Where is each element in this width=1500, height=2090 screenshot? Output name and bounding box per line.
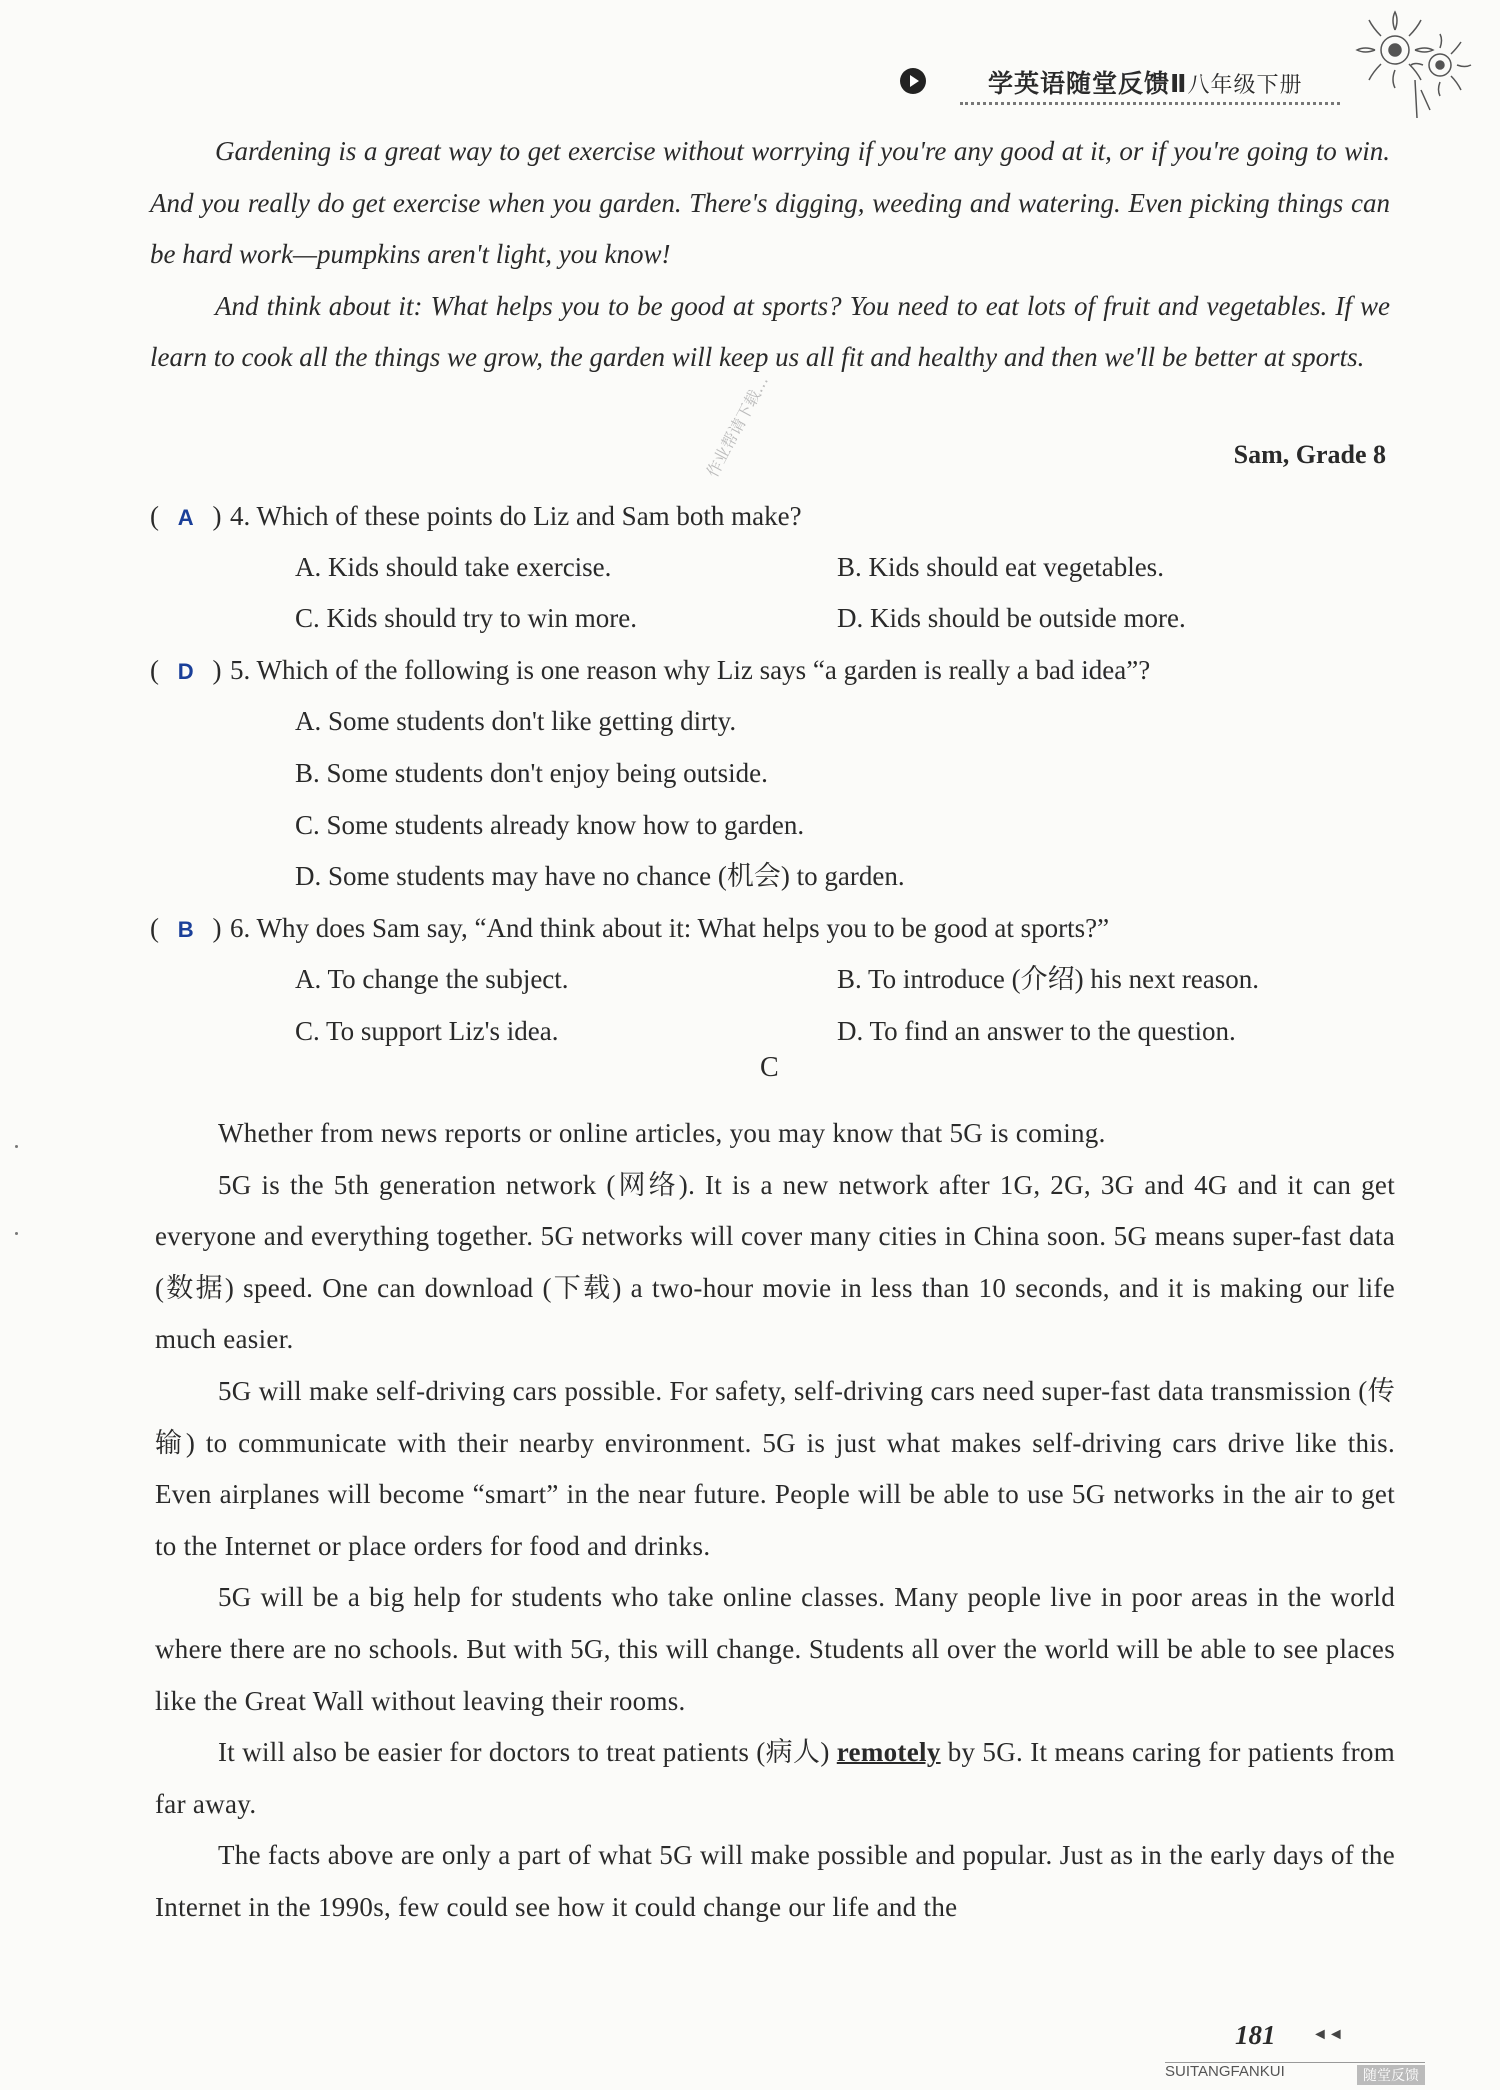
passage-c-paragraph: The facts above are only a part of what 5G will make possible and popular. Just as in the early days of the Internet in the 1990s, few could see how it could change our life and the xyxy=(155,1840,1395,1922)
book-title xyxy=(988,64,1302,100)
option: B. Some students don't enjoy being outside. xyxy=(295,758,768,788)
question-stem: 5. Which of the following is one reason why Liz says “a garden is really a bad idea”? xyxy=(230,655,1151,685)
answer-mark: A xyxy=(177,505,194,530)
option: A. Some students don't like getting dirty. xyxy=(295,706,737,736)
passage-c-paragraph: 5G is the 5th generation network (网络). It is a new network after 1G, 2G, 3G and 4G and it can get everyone and everything together. 5G networks will cover many cities in China soon. 5G means super-fast data (数据) speed. One can download (下载) a two-hour movie in less than 10 seconds, and it is making our life much easier. xyxy=(155,1169,1395,1355)
question-6 xyxy=(150,902,1109,954)
passage-c-paragraph: 5G will make self-driving cars possible. For safety, self-driving cars need super-fast data transmission (传输) to communicate with their nearby environment. 5G is just what makes self-driving cars drive like this. Even airplanes will become “smart” in the near future. People will be able to use 5G networks in the air to get to the Internet or place orders for food and drinks. xyxy=(155,1375,1395,1561)
option: D. Some students may have no chance (机会) to garden. xyxy=(295,861,905,891)
question-stem: 4. Which of these points do Liz and Sam both make? xyxy=(230,501,802,531)
page-number: 181 xyxy=(1235,2020,1276,2050)
passage-signature: Sam, Grade 8 xyxy=(1233,440,1386,469)
passage-c-paragraph: Whether from news reports or online articles, you may know that 5G is coming. xyxy=(218,1118,1106,1148)
passage-b-paragraph: And think about it: What helps you to be good at sports? You need to eat lots of fruit and vegetables. If we learn to cook all the things we grow, the garden will keep us all fit and healthy and then we'll be better at sports. xyxy=(150,290,1390,373)
book-subtitle: 八年级下册 xyxy=(1187,73,1303,98)
header-dotted-divider xyxy=(960,102,1340,105)
passage-c-body xyxy=(155,1108,1395,1934)
answer-mark: B xyxy=(177,917,194,942)
option: A. To change the subject. xyxy=(295,964,569,994)
option: A. Kids should take exercise. xyxy=(295,552,612,582)
footer-brand-tag: 随堂反馈 xyxy=(1357,2065,1425,2085)
paragraph-text: It will also be easier for doctors to treat patients (病人) xyxy=(218,1737,837,1768)
question-stem: 6. Why does Sam say, “And think about it: What helps you to be good at sports?” xyxy=(230,913,1110,943)
book-title-text: 学英语随堂反馈Ⅱ xyxy=(988,69,1188,98)
section-c-heading: C xyxy=(760,1052,779,1083)
highlighted-word: remotely xyxy=(836,1737,941,1768)
footer-brand-text: SUITANGFANKUI xyxy=(1165,2063,1285,2080)
passage-b-paragraph: Gardening is a great way to get exercise without worrying if you're any good at it, or if you're going to win. And you really do get exercise when you garden. There's digging, weeding and watering. Even picking things can be hard work—pumpkins aren't light, you know! xyxy=(150,136,1390,270)
page-header xyxy=(900,60,1400,100)
scan-mark xyxy=(15,1145,18,1148)
question-5 xyxy=(150,644,1150,696)
option: C. Some students already know how to garden. xyxy=(295,810,805,840)
option: D. To find an answer to the question. xyxy=(837,1016,1236,1046)
answer-bracket: ( A ) xyxy=(150,490,230,544)
watermark: 作业帮请下载… xyxy=(702,372,773,481)
answer-mark: D xyxy=(177,659,194,684)
option: C. Kids should try to win more. xyxy=(295,603,637,633)
passage-c-paragraph: 5G will be a big help for students who take online classes. Many people live in poor areas in the world where there are no schools. But with 5G, this will change. Students all over the world will be able to see places like the Great Wall without leaving their rooms. xyxy=(155,1582,1395,1716)
option: B. To introduce (介绍) his next reason. xyxy=(837,964,1260,994)
option: C. To support Liz's idea. xyxy=(295,1016,559,1046)
passage-c-paragraph xyxy=(155,1727,1395,1830)
double-arrow-icon: ◄◄ xyxy=(1312,2026,1344,2043)
answer-bracket: ( D ) xyxy=(150,644,230,698)
paragraph-text: by 5G. It means caring for patients from far away. xyxy=(155,1737,1395,1819)
answer-bracket: ( B ) xyxy=(150,902,230,956)
option: D. Kids should be outside more. xyxy=(837,603,1186,633)
sunflower-decoration-icon xyxy=(1355,10,1475,120)
footer-brand xyxy=(1165,2062,1425,2085)
play-icon xyxy=(900,68,926,94)
question-4 xyxy=(150,490,802,542)
option: B. Kids should eat vegetables. xyxy=(837,552,1164,582)
scan-mark xyxy=(15,1232,18,1235)
